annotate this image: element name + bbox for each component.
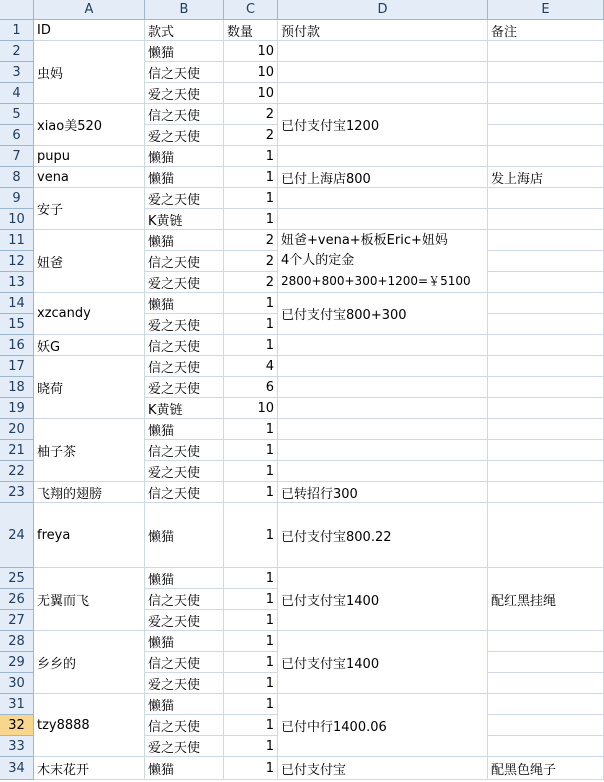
- cell-d10[interactable]: [278, 209, 488, 230]
- cell-e16[interactable]: [488, 335, 604, 356]
- cell-e20[interactable]: [488, 419, 604, 440]
- row-header-27[interactable]: 27: [0, 610, 34, 631]
- cell-a7[interactable]: pupu: [34, 146, 145, 167]
- cell-e24[interactable]: [488, 503, 604, 568]
- row-header-10[interactable]: 10: [0, 209, 34, 230]
- column-header-d[interactable]: D: [278, 0, 488, 20]
- cell-c34[interactable]: 1: [224, 757, 278, 780]
- cell-d18[interactable]: [278, 377, 488, 398]
- merged-cell-a5-a6[interactable]: xiao美520: [34, 104, 145, 146]
- cell-c5[interactable]: 2: [224, 104, 278, 125]
- cell-b19[interactable]: K黄链: [145, 398, 224, 419]
- cell-b13[interactable]: 爱之天使: [145, 272, 224, 293]
- cell-b31[interactable]: 懒猫: [145, 694, 224, 715]
- row-header-3[interactable]: 3: [0, 62, 34, 83]
- row-header-32[interactable]: 32: [0, 715, 34, 736]
- cell-a24[interactable]: freya: [34, 503, 145, 568]
- cell-c6[interactable]: 2: [224, 125, 278, 146]
- row-header-2[interactable]: 2: [0, 41, 34, 62]
- cell-e22[interactable]: [488, 461, 604, 482]
- row-header-25[interactable]: 25: [0, 568, 34, 589]
- cell-text-line: 2800+800+300+1200=￥5100: [281, 274, 471, 288]
- cell-a8[interactable]: vena: [34, 167, 145, 188]
- cell-c25[interactable]: 1: [224, 568, 278, 589]
- merged-cell-d25-d27[interactable]: 已付支付宝1400: [278, 568, 488, 631]
- row-header-20[interactable]: 20: [0, 419, 34, 440]
- cell-e17[interactable]: [488, 356, 604, 377]
- cell-e32[interactable]: [488, 715, 604, 736]
- cell-c31[interactable]: 1: [224, 694, 278, 715]
- cell-d1[interactable]: 预付款: [278, 20, 488, 41]
- cell-e19[interactable]: [488, 398, 604, 419]
- cell-e28[interactable]: [488, 631, 604, 652]
- row-header-16[interactable]: 16: [0, 335, 34, 356]
- cell-e2[interactable]: [488, 41, 604, 62]
- cell-d2[interactable]: [278, 41, 488, 62]
- cell-c21[interactable]: 1: [224, 440, 278, 461]
- cell-c18[interactable]: 6: [224, 377, 278, 398]
- cell-e23[interactable]: [488, 482, 604, 503]
- cell-b5[interactable]: 信之天使: [145, 104, 224, 125]
- merged-cell-a31-a33[interactable]: tzy8888: [34, 694, 145, 757]
- cell-b34[interactable]: 懒猫: [145, 757, 224, 780]
- cell-c16[interactable]: 1: [224, 335, 278, 356]
- cell-b15[interactable]: 爱之天使: [145, 314, 224, 335]
- cell-c28[interactable]: 1: [224, 631, 278, 652]
- cell-a16[interactable]: 妖G: [34, 335, 145, 356]
- row-header-29[interactable]: 29: [0, 652, 34, 673]
- cell-c27[interactable]: 1: [224, 610, 278, 631]
- cell-text-line: 妞爸+vena+板板Eric+妞妈: [281, 233, 448, 248]
- cell-b20[interactable]: 懒猫: [145, 419, 224, 440]
- row-header-31[interactable]: 31: [0, 694, 34, 715]
- cell-b11[interactable]: 懒猫: [145, 230, 224, 251]
- cell-b8[interactable]: 懒猫: [145, 167, 224, 188]
- cell-e11[interactable]: [488, 230, 604, 251]
- cell-e15[interactable]: [488, 314, 604, 335]
- row-header-7[interactable]: 7: [0, 146, 34, 167]
- cell-e29[interactable]: [488, 652, 604, 673]
- cell-e14[interactable]: [488, 293, 604, 314]
- cell-b29[interactable]: 信之天使: [145, 652, 224, 673]
- cell-d23[interactable]: 已转招行300: [278, 482, 488, 503]
- cell-b6[interactable]: 爱之天使: [145, 125, 224, 146]
- cell-b30[interactable]: 爱之天使: [145, 673, 224, 694]
- cell-a1[interactable]: ID: [34, 20, 145, 41]
- merged-cell-d5-d6[interactable]: 已付支付宝1200: [278, 104, 488, 146]
- merged-cell-a9-a10[interactable]: 安子: [34, 188, 145, 230]
- column-header-a[interactable]: A: [34, 0, 145, 20]
- cell-c29[interactable]: 1: [224, 652, 278, 673]
- row-header-30[interactable]: 30: [0, 673, 34, 694]
- merged-cell-d31-d33[interactable]: 已付中行1400.06: [278, 694, 488, 757]
- cell-d20[interactable]: [278, 419, 488, 440]
- cell-c23[interactable]: 1: [224, 482, 278, 503]
- row-header-11[interactable]: 11: [0, 230, 34, 251]
- row-header-28[interactable]: 28: [0, 631, 34, 652]
- cell-b33[interactable]: 爱之天使: [145, 736, 224, 757]
- merged-cell-a11-a13[interactable]: 妞爸: [34, 230, 145, 293]
- row-header-33[interactable]: 33: [0, 736, 34, 757]
- row-header-5[interactable]: 5: [0, 104, 34, 125]
- cell-b28[interactable]: 懒猫: [145, 631, 224, 652]
- cell-b26[interactable]: 信之天使: [145, 589, 224, 610]
- cell-d24[interactable]: 已付支付宝800.22: [278, 503, 488, 568]
- merged-cell-d28-d30[interactable]: 已付支付宝1400: [278, 631, 488, 694]
- merged-cell-a14-a15[interactable]: xzcandy: [34, 293, 145, 335]
- cell-e10[interactable]: [488, 209, 604, 230]
- cell-d3[interactable]: [278, 62, 488, 83]
- row-header-17[interactable]: 17: [0, 356, 34, 377]
- cell-b12[interactable]: 信之天使: [145, 251, 224, 272]
- cell-c20[interactable]: 1: [224, 419, 278, 440]
- cell-d9[interactable]: [278, 188, 488, 209]
- row-header-13[interactable]: 13: [0, 272, 34, 293]
- row-header-1[interactable]: 1: [0, 20, 34, 41]
- cell-a34[interactable]: 木末花开: [34, 757, 145, 780]
- cell-c1[interactable]: 数量: [224, 20, 278, 41]
- cell-c30[interactable]: 1: [224, 673, 278, 694]
- merged-cell-a20-a22[interactable]: 柚子茶: [34, 419, 145, 482]
- cell-b16[interactable]: 信之天使: [145, 335, 224, 356]
- cell-e33[interactable]: [488, 736, 604, 757]
- cell-text-line: 4个人的定金: [281, 253, 355, 268]
- row-header-9[interactable]: 9: [0, 188, 34, 209]
- cell-d16[interactable]: [278, 335, 488, 356]
- column-header-e[interactable]: E: [488, 0, 604, 20]
- cell-b14[interactable]: 懒猫: [145, 293, 224, 314]
- cell-b3[interactable]: 信之天使: [145, 62, 224, 83]
- cell-c13[interactable]: 2: [224, 272, 278, 293]
- cell-c15[interactable]: 1: [224, 314, 278, 335]
- cell-b21[interactable]: 信之天使: [145, 440, 224, 461]
- cell-e5[interactable]: [488, 104, 604, 125]
- row-header-6[interactable]: 6: [0, 125, 34, 146]
- row-header-18[interactable]: 18: [0, 377, 34, 398]
- cell-c10[interactable]: 1: [224, 209, 278, 230]
- cell-b10[interactable]: K黄链: [145, 209, 224, 230]
- select-all-corner[interactable]: [0, 0, 34, 20]
- cell-b7[interactable]: 懒猫: [145, 146, 224, 167]
- cell-c11[interactable]: 2: [224, 230, 278, 251]
- cell-c22[interactable]: 1: [224, 461, 278, 482]
- cell-e31[interactable]: [488, 694, 604, 715]
- cell-c12[interactable]: 2: [224, 251, 278, 272]
- cell-d34[interactable]: 已付支付宝: [278, 757, 488, 780]
- cell-e8[interactable]: 发上海店: [488, 167, 604, 188]
- row-header-14[interactable]: 14: [0, 293, 34, 314]
- row-header-4[interactable]: 4: [0, 83, 34, 104]
- row-header-26[interactable]: 26: [0, 589, 34, 610]
- cell-e6[interactable]: [488, 125, 604, 146]
- cell-d21[interactable]: [278, 440, 488, 461]
- cell-b25[interactable]: 懒猫: [145, 568, 224, 589]
- cell-e12[interactable]: [488, 251, 604, 272]
- merged-cell-e25-e27[interactable]: 配红黑挂绳: [488, 568, 604, 631]
- row-header-19[interactable]: 19: [0, 398, 34, 419]
- cell-c3[interactable]: 10: [224, 62, 278, 83]
- cell-b4[interactable]: 爱之天使: [145, 83, 224, 104]
- merged-cell-d11-d13[interactable]: [278, 230, 488, 293]
- cell-e13[interactable]: [488, 272, 604, 293]
- cell-b17[interactable]: 信之天使: [145, 356, 224, 377]
- cell-b2[interactable]: 懒猫: [145, 41, 224, 62]
- cell-a23[interactable]: 飞翔的翅膀: [34, 482, 145, 503]
- cell-e4[interactable]: [488, 83, 604, 104]
- cell-c8[interactable]: 1: [224, 167, 278, 188]
- merged-cell-a2-a4[interactable]: 虫妈: [34, 41, 145, 104]
- cell-d4[interactable]: [278, 83, 488, 104]
- cell-e34[interactable]: 配黑色绳子: [488, 757, 604, 780]
- cell-c7[interactable]: 1: [224, 146, 278, 167]
- cell-c33[interactable]: 1: [224, 736, 278, 757]
- cell-d7[interactable]: [278, 146, 488, 167]
- row-header-22[interactable]: 22: [0, 461, 34, 482]
- row-header-12[interactable]: 12: [0, 251, 34, 272]
- cell-e3[interactable]: [488, 62, 604, 83]
- cell-e9[interactable]: [488, 188, 604, 209]
- cell-c17[interactable]: 4: [224, 356, 278, 377]
- cell-b9[interactable]: 爱之天使: [145, 188, 224, 209]
- row-header-8[interactable]: 8: [0, 167, 34, 188]
- cell-e1[interactable]: 备注: [488, 20, 604, 41]
- cell-c26[interactable]: 1: [224, 589, 278, 610]
- cell-b27[interactable]: 爱之天使: [145, 610, 224, 631]
- cell-b23[interactable]: 信之天使: [145, 482, 224, 503]
- cell-e30[interactable]: [488, 673, 604, 694]
- cell-c2[interactable]: 10: [224, 41, 278, 62]
- cell-d22[interactable]: [278, 461, 488, 482]
- cell-b24[interactable]: 懒猫: [145, 503, 224, 568]
- cell-d8[interactable]: 已付上海店800: [278, 167, 488, 188]
- row-header-15[interactable]: 15: [0, 314, 34, 335]
- cell-b18[interactable]: 爱之天使: [145, 377, 224, 398]
- cell-e18[interactable]: [488, 377, 604, 398]
- merged-cell-d14-d15[interactable]: 已付支付宝800+300: [278, 293, 488, 335]
- cell-c24[interactable]: 1: [224, 503, 278, 568]
- cell-b1[interactable]: 款式: [145, 20, 224, 41]
- merged-cell-a17-a19[interactable]: 晓荷: [34, 356, 145, 419]
- cell-c19[interactable]: 10: [224, 398, 278, 419]
- row-header-34[interactable]: 34: [0, 757, 34, 780]
- column-header-c[interactable]: C: [224, 0, 278, 20]
- row-header-21[interactable]: 21: [0, 440, 34, 461]
- cell-c14[interactable]: 1: [224, 293, 278, 314]
- cell-e21[interactable]: [488, 440, 604, 461]
- cell-d17[interactable]: [278, 356, 488, 377]
- row-header-23[interactable]: 23: [0, 482, 34, 503]
- cell-e7[interactable]: [488, 146, 604, 167]
- cell-c32[interactable]: 1: [224, 715, 278, 736]
- merged-cell-a28-a30[interactable]: 乡乡的: [34, 631, 145, 694]
- cell-c4[interactable]: 10: [224, 83, 278, 104]
- merged-cell-a25-a27[interactable]: 无翼而飞: [34, 568, 145, 631]
- column-header-b[interactable]: B: [145, 0, 224, 20]
- cell-b22[interactable]: 爱之天使: [145, 461, 224, 482]
- row-header-24[interactable]: 24: [0, 503, 34, 568]
- cell-b32[interactable]: 信之天使: [145, 715, 224, 736]
- cell-c9[interactable]: 1: [224, 188, 278, 209]
- cell-d19[interactable]: [278, 398, 488, 419]
